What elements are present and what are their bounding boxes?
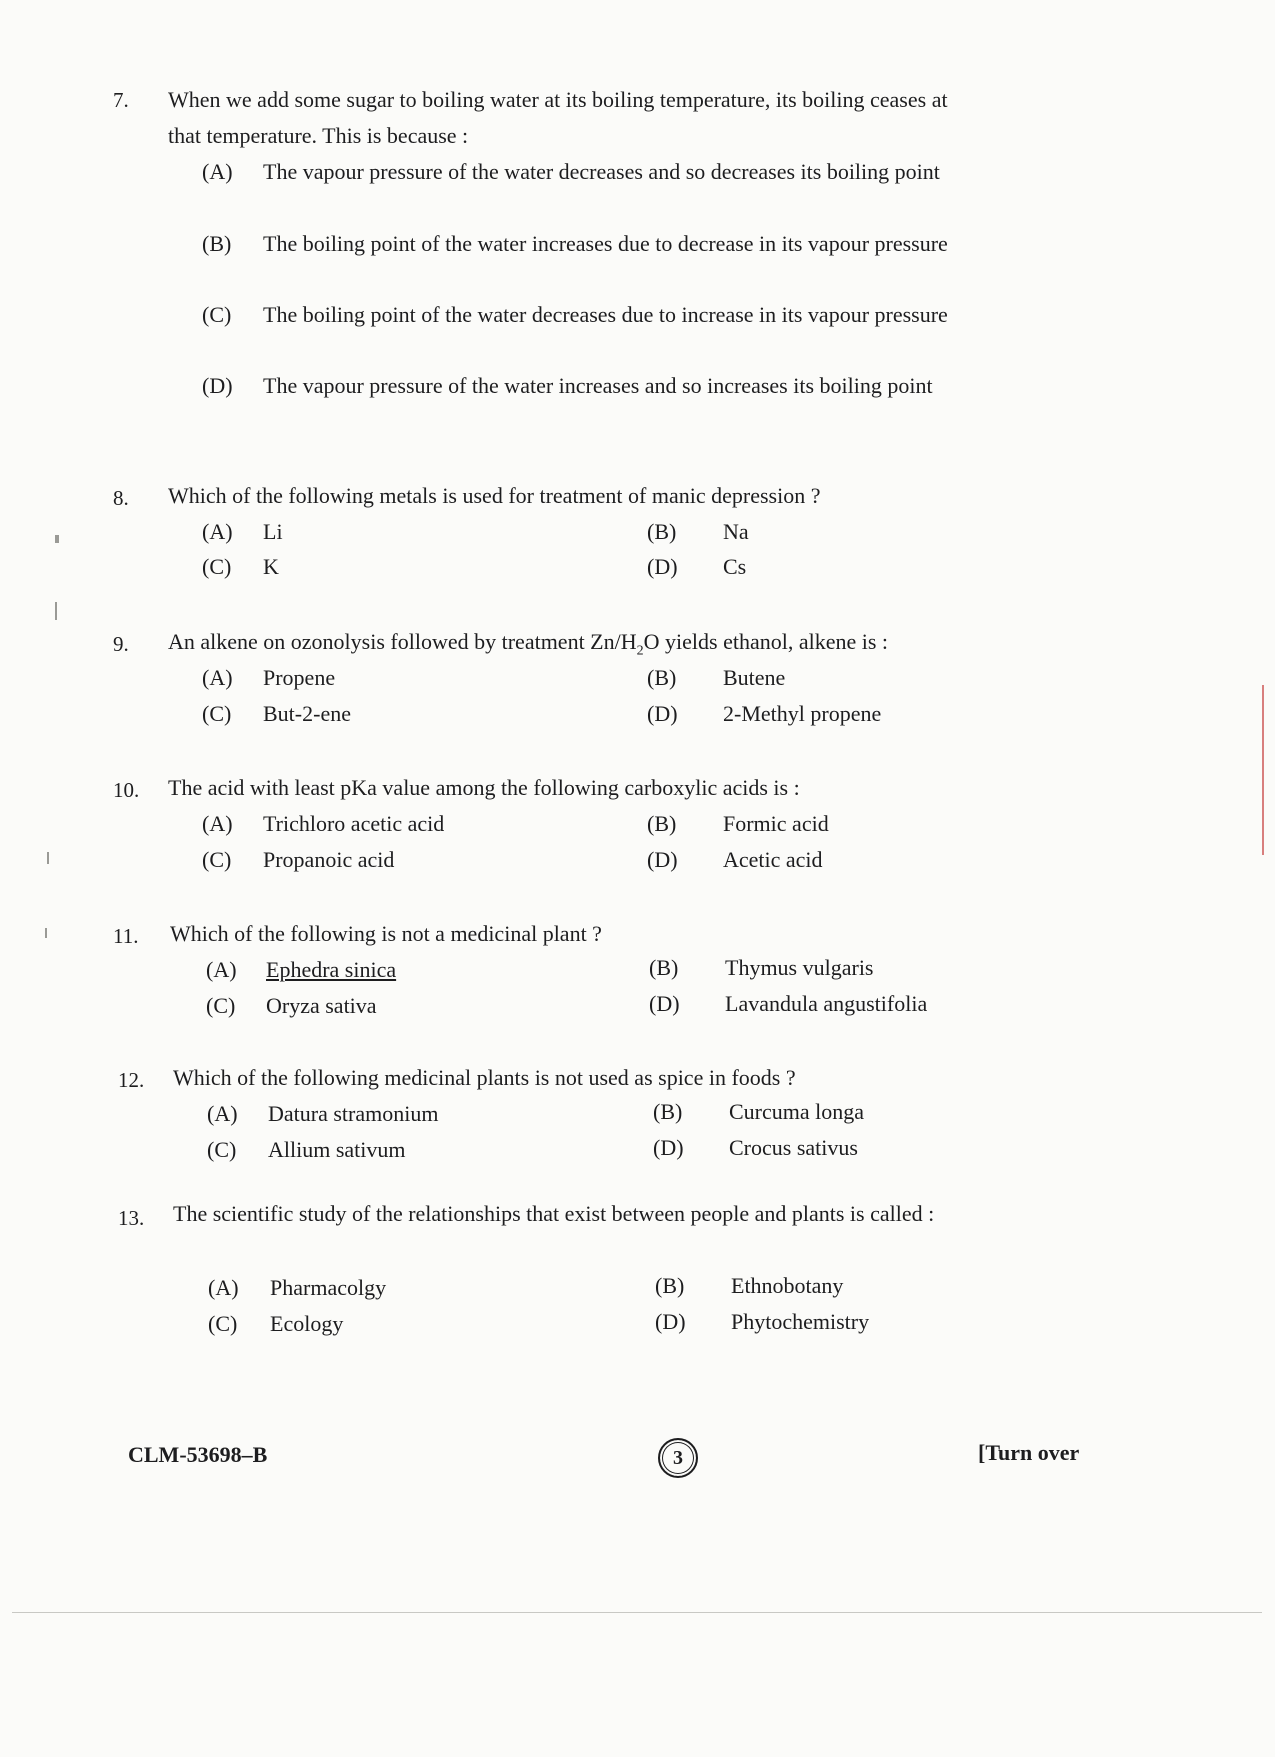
option-label: (A) xyxy=(206,957,237,982)
question-number: 10. xyxy=(113,778,140,802)
option-text: Ethnobotany xyxy=(731,1273,844,1298)
option-text: 2-Methyl propene xyxy=(723,701,882,726)
option-label: (C) xyxy=(207,1137,237,1162)
option-text: Li xyxy=(263,519,283,544)
question-stem: Which of the following medicinal plants is not used as spice in foods ? xyxy=(173,1065,796,1090)
option-label: (D) xyxy=(202,373,233,398)
option-label: (C) xyxy=(202,701,232,726)
option-label: (A) xyxy=(202,159,233,184)
option-text: Ecology xyxy=(270,1311,344,1336)
option-text: Curcuma longa xyxy=(729,1099,865,1124)
option-label: (C) xyxy=(206,993,236,1018)
option-text: K xyxy=(263,554,279,579)
stem-text: O yields ethanol, alkene is : xyxy=(643,629,889,654)
option-text: Allium sativum xyxy=(268,1137,406,1162)
option-label: (B) xyxy=(653,1099,683,1124)
margin-mark xyxy=(45,928,47,938)
stem-text: An alkene on ozonolysis followed by treatment Zn/H xyxy=(168,629,637,654)
option-label: (B) xyxy=(202,231,232,256)
option-label: (B) xyxy=(647,519,677,544)
option-text: Oryza sativa xyxy=(266,993,377,1018)
option-text: Ephedra sinica xyxy=(266,957,397,982)
question-number: 9. xyxy=(113,632,129,656)
option-text: Propanoic acid xyxy=(263,847,395,872)
option-text: Propene xyxy=(263,665,336,690)
option-text: Phytochemistry xyxy=(731,1309,870,1334)
option-label: (C) xyxy=(202,554,232,579)
margin-mark xyxy=(55,602,57,620)
option-label: (B) xyxy=(649,955,679,980)
option-label: (B) xyxy=(655,1273,685,1298)
question-number: 7. xyxy=(113,88,129,112)
option-label: (D) xyxy=(647,847,678,872)
subscript: 2 xyxy=(636,643,644,659)
option-text: Thymus vulgaris xyxy=(725,955,874,980)
option-label: (C) xyxy=(202,302,232,327)
option-text: Crocus sativus xyxy=(729,1135,858,1160)
margin-mark xyxy=(55,535,59,543)
option-label: (A) xyxy=(202,811,233,836)
question-stem: The acid with least pKa value among the following carboxylic acids is : xyxy=(168,775,800,800)
edge-mark xyxy=(1262,685,1264,855)
option-text: Acetic acid xyxy=(723,847,823,872)
question-stem: When we add some sugar to boiling water at its boiling temperature, its boiling ceases at that temperature. This is because : xyxy=(168,87,948,148)
option-text: Cs xyxy=(723,554,747,579)
option-text: Lavandula angustifolia xyxy=(725,991,928,1016)
option-label: (A) xyxy=(202,665,233,690)
option-text: Datura stramonium xyxy=(268,1101,439,1126)
option-label: (A) xyxy=(208,1275,239,1300)
bottom-rule xyxy=(12,1612,1262,1613)
option-text: But-2-ene xyxy=(263,701,351,726)
option-label: (D) xyxy=(653,1135,684,1160)
option-label: (B) xyxy=(647,665,677,690)
option-label: (A) xyxy=(207,1101,238,1126)
option-label: (C) xyxy=(208,1311,238,1336)
paper-code: CLM-53698–B xyxy=(128,1442,268,1467)
question-stem: The scientific study of the relationships that exist between people and plants is called : xyxy=(173,1201,935,1226)
option-label: (D) xyxy=(649,991,680,1016)
option-label: (D) xyxy=(647,554,678,579)
option-text: Butene xyxy=(723,665,786,690)
option-label: (D) xyxy=(647,701,678,726)
turn-over-label: [Turn over xyxy=(978,1440,1080,1465)
question-number: 12. xyxy=(118,1068,145,1092)
option-text: Formic acid xyxy=(723,811,829,836)
question-number: 8. xyxy=(113,486,129,510)
question-number: 13. xyxy=(118,1206,145,1230)
option-text: Pharmacolgy xyxy=(270,1275,387,1300)
option-label: (D) xyxy=(655,1309,686,1334)
page-number: 3 xyxy=(658,1438,698,1478)
option-label: (B) xyxy=(647,811,677,836)
option-text: Trichloro acetic acid xyxy=(263,811,445,836)
option-text: The vapour pressure of the water increases and so increases its boiling point xyxy=(263,373,933,398)
margin-mark xyxy=(47,852,49,864)
option-text: The boiling point of the water increases due to decrease in its vapour pressure xyxy=(263,231,948,256)
option-text: Na xyxy=(723,519,749,544)
question-number: 11. xyxy=(113,924,139,948)
option-label: (C) xyxy=(202,847,232,872)
option-text: The vapour pressure of the water decreases and so decreases its boiling point xyxy=(263,159,940,184)
question-stem: Which of the following is not a medicinal plant ? xyxy=(170,921,602,946)
option-text: The boiling point of the water decreases due to increase in its vapour pressure xyxy=(263,302,948,327)
question-stem: Which of the following metals is used for treatment of manic depression ? xyxy=(168,483,821,508)
option-label: (A) xyxy=(202,519,233,544)
